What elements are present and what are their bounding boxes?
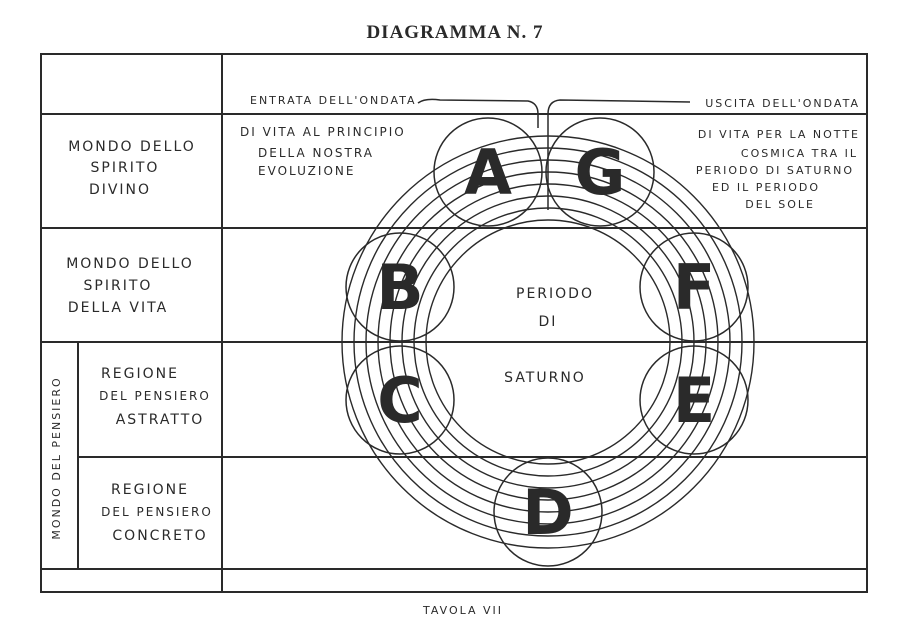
globe-letter-c: C <box>377 364 423 437</box>
center-label <box>504 286 594 386</box>
row-label-astratto-3: ASTRATTO <box>115 412 205 428</box>
left-note-1: DI VITA AL PRINCIPIO <box>240 125 406 139</box>
right-note-3: PERIODO DI SATURNO <box>695 164 854 177</box>
row-label-vita-1: MONDO DELLO <box>66 256 194 272</box>
left-note-2: DELLA NOSTRA <box>258 146 374 160</box>
globe-letter-g: G <box>574 136 626 209</box>
center-label-3: SATURNO <box>504 370 586 386</box>
globe-d <box>494 458 602 566</box>
right-note-1: DI VITA PER LA NOTTE <box>697 128 860 141</box>
right-note-4: ED IL PERIODO <box>711 181 820 194</box>
left-note-3: EVOLUZIONE <box>258 164 356 178</box>
globe-letter-d: D <box>522 476 574 549</box>
row-label-divino-1: MONDO DELLO <box>68 139 196 155</box>
globe-letter-b: B <box>376 251 424 324</box>
center-label-1: PERIODO <box>516 286 594 302</box>
row-label-vita-2: SPIRITO <box>83 278 153 294</box>
uscita-label: USCITA DELL'ONDATA <box>705 97 860 110</box>
row-label-concreto-3: CONCRETO <box>112 528 208 544</box>
globe-letter-f: F <box>672 251 716 324</box>
row-label-astratto-1: REGIONE <box>101 366 179 382</box>
row-label-concreto-1: REGIONE <box>111 482 189 498</box>
row-label-divino-2: SPIRITO <box>90 160 160 176</box>
row-label-pensiero: MONDO DEL PENSIERO <box>50 376 63 540</box>
diagram-title: DIAGRAMMA N. 7 <box>366 22 544 43</box>
plate-label: TAVOLA VII <box>422 604 504 617</box>
right-note-5: DEL SOLE <box>745 198 815 211</box>
right-note-2: COSMICA TRA IL <box>740 147 858 160</box>
row-label-concreto-2: DEL PENSIERO <box>101 505 213 519</box>
row-label-vita-3: DELLA VITA <box>67 300 169 316</box>
row-label-astratto-2: DEL PENSIERO <box>99 389 211 403</box>
globe-letter-a: A <box>464 136 512 209</box>
globe-e <box>640 346 748 454</box>
entrata-label: ENTRATA DELL'ONDATA <box>250 94 417 107</box>
center-label-2: DI <box>538 314 558 330</box>
globe-a <box>434 118 542 226</box>
row-label-divino-3: DIVINO <box>88 182 152 198</box>
globe-letter-e: E <box>672 364 716 437</box>
